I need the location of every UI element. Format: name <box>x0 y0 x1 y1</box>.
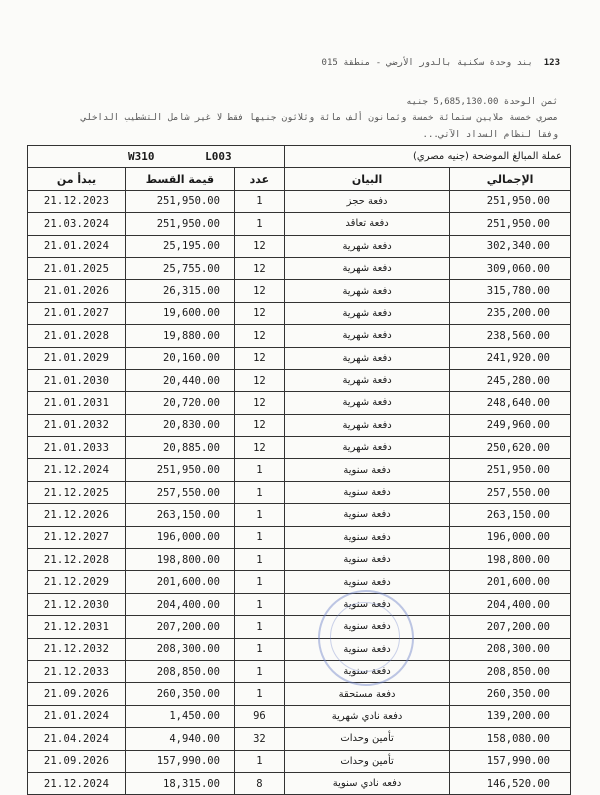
total-cell: 251,950.00 <box>450 213 571 235</box>
unit-codes <box>28 146 285 168</box>
start-date-cell: 21.12.2024 <box>28 459 126 481</box>
total-cell: 257,550.00 <box>450 481 571 503</box>
table-row <box>28 347 571 369</box>
count-cell: 12 <box>234 369 284 391</box>
installment-value-cell: 19,880.00 <box>125 325 234 347</box>
total-cell: 235,200.00 <box>450 302 571 324</box>
building-code: W310 <box>128 150 155 164</box>
table-row <box>28 459 571 481</box>
start-date-cell: 21.01.2029 <box>28 347 126 369</box>
start-date-cell: 21.03.2024 <box>28 213 126 235</box>
table-row <box>28 728 571 750</box>
description-cell: دفعة شهرية <box>284 437 449 459</box>
total-cell: 309,060.00 <box>450 257 571 279</box>
table-row <box>28 549 571 571</box>
col-count: عدد <box>234 168 284 190</box>
total-cell: 207,200.00 <box>450 616 571 638</box>
total-cell: 146,520.00 <box>450 772 571 794</box>
count-cell: 12 <box>234 302 284 324</box>
installment-value-cell: 20,160.00 <box>125 347 234 369</box>
start-date-cell: 21.01.2028 <box>28 325 126 347</box>
reference-number: 123 <box>543 58 560 68</box>
count-cell: 1 <box>234 571 284 593</box>
installment-value-cell: 263,150.00 <box>125 504 234 526</box>
table-row <box>28 437 571 459</box>
start-date-cell: 21.12.2026 <box>28 504 126 526</box>
installment-value-cell: 4,940.00 <box>125 728 234 750</box>
total-cell: 241,920.00 <box>450 347 571 369</box>
installment-value-cell: 257,550.00 <box>125 481 234 503</box>
description-cell: دفعة تعاقد <box>284 213 449 235</box>
header-line-1 <box>322 58 560 68</box>
installment-value-cell: 251,950.00 <box>125 459 234 481</box>
count-cell: 1 <box>234 750 284 772</box>
total-cell: 260,350.00 <box>450 683 571 705</box>
table-row <box>28 660 571 682</box>
start-date-cell: 21.01.2030 <box>28 369 126 391</box>
count-cell: 12 <box>234 392 284 414</box>
start-date-cell: 21.09.2026 <box>28 683 126 705</box>
code-row <box>28 146 571 168</box>
total-cell: 249,960.00 <box>450 414 571 436</box>
total-cell: 204,400.00 <box>450 593 571 615</box>
count-cell: 12 <box>234 347 284 369</box>
description-cell: تأمين وحدات <box>284 750 449 772</box>
start-date-cell: 21.04.2024 <box>28 728 126 750</box>
description-cell: دفعة سنوية <box>284 526 449 548</box>
installment-value-cell: 201,600.00 <box>125 571 234 593</box>
count-cell: 12 <box>234 257 284 279</box>
installment-value-cell: 208,300.00 <box>125 638 234 660</box>
table-row <box>28 571 571 593</box>
start-date-cell: 21.12.2031 <box>28 616 126 638</box>
count-cell: 12 <box>234 414 284 436</box>
count-cell: 1 <box>234 593 284 615</box>
description-cell: دفعة سنوية <box>284 638 449 660</box>
description-cell: دفعة سنوية <box>284 660 449 682</box>
start-date-cell: 21.12.2028 <box>28 549 126 571</box>
count-cell: 8 <box>234 772 284 794</box>
total-cell: 201,600.00 <box>450 571 571 593</box>
total-cell: 198,800.00 <box>450 549 571 571</box>
installment-value-cell: 251,950.00 <box>125 190 234 212</box>
header-line-2: ثمن الوحدة 5,685,130.00 جنيه <box>406 97 558 107</box>
table-row <box>28 638 571 660</box>
col-installment-value: قيمة القسط <box>125 168 234 190</box>
count-cell: 12 <box>234 437 284 459</box>
installment-value-cell: 204,400.00 <box>125 593 234 615</box>
description-cell: تأمين وحدات <box>284 728 449 750</box>
installment-value-cell: 251,950.00 <box>125 213 234 235</box>
count-cell: 1 <box>234 683 284 705</box>
start-date-cell: 21.12.2027 <box>28 526 126 548</box>
description-cell: دفعة شهرية <box>284 392 449 414</box>
count-cell: 1 <box>234 213 284 235</box>
count-cell: 1 <box>234 616 284 638</box>
description-cell: دفعة سنوية <box>284 549 449 571</box>
table-row <box>28 683 571 705</box>
col-total: الإجمالي <box>450 168 571 190</box>
start-date-cell: 21.01.2024 <box>28 705 126 727</box>
start-date-cell: 21.12.2024 <box>28 772 126 794</box>
installment-value-cell: 20,720.00 <box>125 392 234 414</box>
table-row <box>28 392 571 414</box>
installment-value-cell: 196,000.00 <box>125 526 234 548</box>
start-date-cell: 21.09.2026 <box>28 750 126 772</box>
start-date-cell: 21.12.2025 <box>28 481 126 503</box>
description-cell: دفعة شهرية <box>284 302 449 324</box>
table-row <box>28 504 571 526</box>
installment-value-cell: 1,450.00 <box>125 705 234 727</box>
installment-value-cell: 25,755.00 <box>125 257 234 279</box>
description-cell: دفعة شهرية <box>284 280 449 302</box>
table-row <box>28 481 571 503</box>
description-cell: دفعة شهرية <box>284 325 449 347</box>
currency-label: عملة المبالغ الموضحة (جنيه مصري) <box>284 146 570 168</box>
count-cell: 1 <box>234 481 284 503</box>
col-description: البيان <box>284 168 449 190</box>
start-date-cell: 21.12.2033 <box>28 660 126 682</box>
description-cell: دفعه نادي سنوية <box>284 772 449 794</box>
installment-value-cell: 208,850.00 <box>125 660 234 682</box>
count-cell: 1 <box>234 549 284 571</box>
total-cell: 238,560.00 <box>450 325 571 347</box>
total-cell: 196,000.00 <box>450 526 571 548</box>
table-row <box>28 705 571 727</box>
total-cell: 158,080.00 <box>450 728 571 750</box>
col-start-date: يبدأ من <box>28 168 126 190</box>
start-date-cell: 21.01.2027 <box>28 302 126 324</box>
table-header <box>28 168 571 190</box>
header-line-4: وفقا لنظام السداد الآتي... <box>422 130 558 140</box>
start-date-cell: 21.12.2029 <box>28 571 126 593</box>
total-cell: 208,300.00 <box>450 638 571 660</box>
description-cell: دفعة نادي شهرية <box>284 705 449 727</box>
start-date-cell: 21.01.2025 <box>28 257 126 279</box>
description-cell: دفعة سنوية <box>284 481 449 503</box>
installment-value-cell: 207,200.00 <box>125 616 234 638</box>
start-date-cell: 21.01.2033 <box>28 437 126 459</box>
total-cell: 302,340.00 <box>450 235 571 257</box>
header-line-3: مصري خمسة ملايين ستمائة خمسة وثمانون ألف مائة وثلاثون جنيها فقط لا غير شامل التشطيب الداخلي <box>81 113 558 123</box>
table-row <box>28 235 571 257</box>
table-row <box>28 280 571 302</box>
total-cell: 208,850.00 <box>450 660 571 682</box>
count-cell: 1 <box>234 190 284 212</box>
start-date-cell: 21.12.2023 <box>28 190 126 212</box>
start-date-cell: 21.01.2031 <box>28 392 126 414</box>
table-row <box>28 772 571 794</box>
description-cell: دفعة سنوية <box>284 459 449 481</box>
table-row <box>28 369 571 391</box>
total-cell: 315,780.00 <box>450 280 571 302</box>
table-row <box>28 526 571 548</box>
installment-value-cell: 198,800.00 <box>125 549 234 571</box>
installment-value-cell: 260,350.00 <box>125 683 234 705</box>
description-cell: دفعة شهرية <box>284 257 449 279</box>
total-cell: 157,990.00 <box>450 750 571 772</box>
count-cell: 1 <box>234 504 284 526</box>
start-date-cell: 21.01.2032 <box>28 414 126 436</box>
total-cell: 250,620.00 <box>450 437 571 459</box>
table-row <box>28 213 571 235</box>
description-cell: دفعة سنوية <box>284 571 449 593</box>
total-cell: 251,950.00 <box>450 190 571 212</box>
count-cell: 12 <box>234 235 284 257</box>
installment-value-cell: 19,600.00 <box>125 302 234 324</box>
description-cell: دفعة سنوية <box>284 593 449 615</box>
table-row <box>28 593 571 615</box>
total-cell: 245,280.00 <box>450 369 571 391</box>
table-row <box>28 257 571 279</box>
header-text-1: بند وحدة سكنية بالدور الأرضي - منطقة 015 <box>321 58 533 68</box>
count-cell: 1 <box>234 660 284 682</box>
count-cell: 1 <box>234 459 284 481</box>
start-date-cell: 21.01.2024 <box>28 235 126 257</box>
start-date-cell: 21.12.2032 <box>28 638 126 660</box>
table-row <box>28 302 571 324</box>
installment-value-cell: 20,885.00 <box>125 437 234 459</box>
table-row <box>28 750 571 772</box>
count-cell: 12 <box>234 280 284 302</box>
table-row <box>28 414 571 436</box>
description-cell: دفعة شهرية <box>284 347 449 369</box>
count-cell: 96 <box>234 705 284 727</box>
count-cell: 12 <box>234 325 284 347</box>
table-row <box>28 325 571 347</box>
installment-value-cell: 20,830.00 <box>125 414 234 436</box>
description-cell: دفعة سنوية <box>284 504 449 526</box>
installment-value-cell: 20,440.00 <box>125 369 234 391</box>
installment-value-cell: 25,195.00 <box>125 235 234 257</box>
description-cell: دفعة شهرية <box>284 369 449 391</box>
description-cell: دفعة شهرية <box>284 235 449 257</box>
description-cell: دفعة شهرية <box>284 414 449 436</box>
total-cell: 251,950.00 <box>450 459 571 481</box>
unit-code: L003 <box>205 150 232 164</box>
count-cell: 1 <box>234 526 284 548</box>
count-cell: 32 <box>234 728 284 750</box>
start-date-cell: 21.01.2026 <box>28 280 126 302</box>
description-cell: دفعة مستحقة <box>284 683 449 705</box>
installment-value-cell: 26,315.00 <box>125 280 234 302</box>
installment-value-cell: 157,990.00 <box>125 750 234 772</box>
table-row <box>28 616 571 638</box>
total-cell: 139,200.00 <box>450 705 571 727</box>
stamp-seal <box>318 590 414 686</box>
total-cell: 263,150.00 <box>450 504 571 526</box>
count-cell: 1 <box>234 638 284 660</box>
start-date-cell: 21.12.2030 <box>28 593 126 615</box>
table-row <box>28 190 571 212</box>
description-cell: دفعة حجز <box>284 190 449 212</box>
total-cell: 248,640.00 <box>450 392 571 414</box>
installment-value-cell: 18,315.00 <box>125 772 234 794</box>
description-cell: دفعة سنوية <box>284 616 449 638</box>
payment-schedule-table <box>27 145 571 795</box>
